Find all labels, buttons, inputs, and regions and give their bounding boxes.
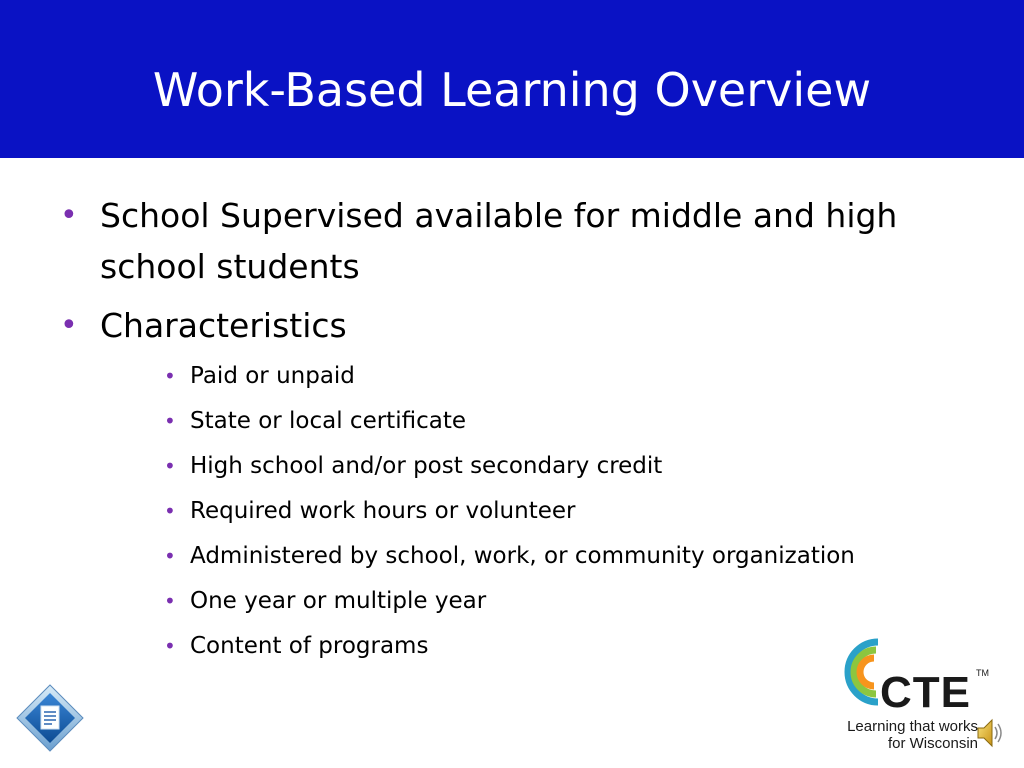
sub-bullet-dot: • — [164, 544, 176, 568]
sub-bullet-text: One year or multiple year — [190, 588, 487, 614]
tagline-line-2: for Wisconsin — [887, 735, 978, 752]
sub-bullet-text: High school and/or post secondary credit — [190, 453, 663, 479]
sub-bullet-text: Paid or unpaid — [190, 363, 355, 389]
bullet-2 — [60, 300, 950, 351]
sub-bullet-5 — [164, 541, 950, 571]
sub-bullet-dot: • — [164, 499, 176, 523]
logo-trademark: TM — [976, 668, 989, 678]
document-icon — [16, 684, 84, 752]
sub-bullet-6 — [164, 586, 950, 616]
sub-bullet-3 — [164, 451, 950, 481]
sub-bullet-text: Content of programs — [190, 633, 429, 659]
sub-bullet-dot: • — [164, 364, 176, 388]
logo-tagline — [838, 718, 978, 752]
bullet-1 — [60, 190, 950, 292]
sub-bullet-dot: • — [164, 454, 176, 478]
sub-bullet-1 — [164, 361, 950, 391]
sub-bullet-text: State or local certificate — [190, 408, 466, 434]
bullet-dot: • — [60, 308, 78, 343]
tagline-line-1: Learning that works — [847, 718, 978, 735]
logo-text: CTE — [880, 668, 971, 717]
audio-button[interactable] — [976, 716, 1004, 750]
sub-bullet-dot: • — [164, 409, 176, 433]
bullet-text: School Supervised available for middle and high school students — [100, 196, 898, 286]
sub-bullet-2 — [164, 406, 950, 436]
slide-title: Work-Based Learning Overview — [152, 63, 872, 117]
sub-bullet-text: Administered by school, work, or community organization — [190, 543, 855, 569]
bullet-text: Characteristics — [100, 306, 347, 345]
speaker-icon — [976, 716, 1004, 750]
sub-bullet-4 — [164, 496, 950, 526]
sub-bullet-dot: • — [164, 634, 176, 658]
sub-bullet-dot: • — [164, 589, 176, 613]
document-nav-button[interactable] — [16, 684, 84, 752]
bullet-dot: • — [60, 198, 78, 233]
sub-bullet-text: Required work hours or volunteer — [190, 498, 576, 524]
sub-bullet-7 — [164, 631, 950, 661]
